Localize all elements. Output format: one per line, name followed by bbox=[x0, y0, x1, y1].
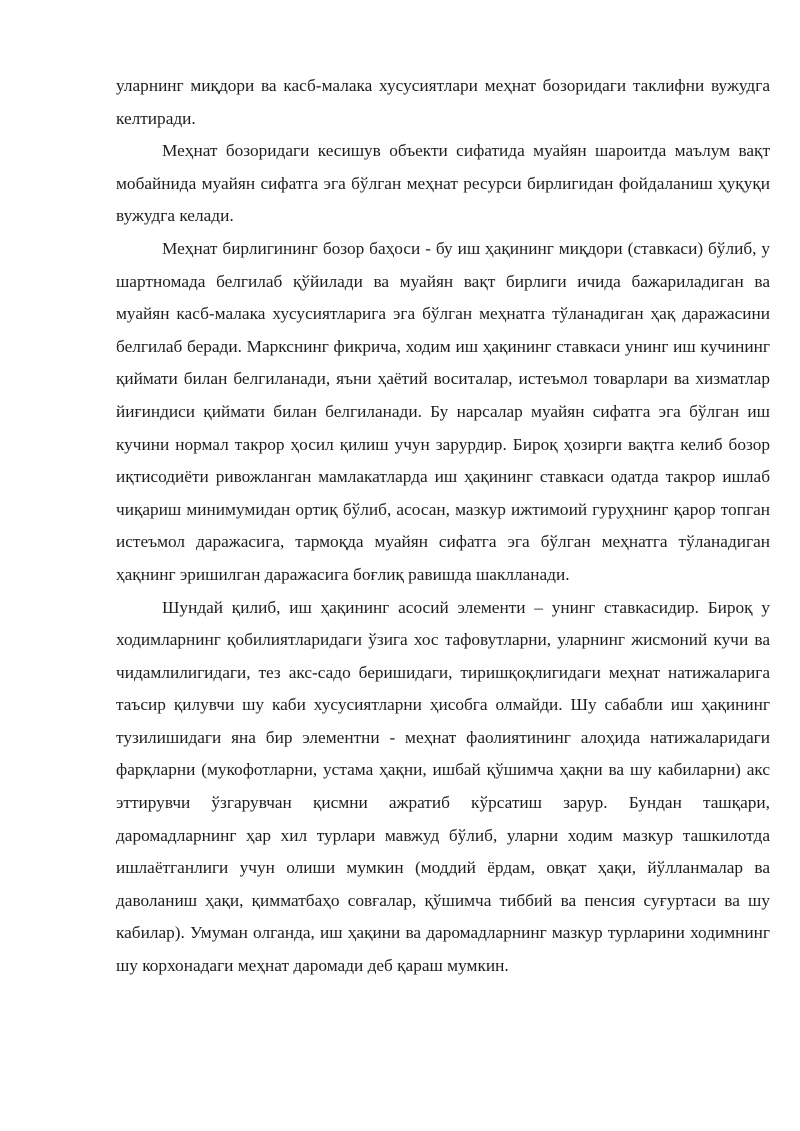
paragraph-continuation: уларнинг миқдори ва касб-малака хусусиятлари меҳнат бозоридаги таклифни вужудга келтиради. bbox=[116, 76, 770, 128]
paragraph: Меҳнат бирлигининг бозор баҳоси - бу иш ҳақининг миқдори (ставкаси) бўлиб, у шартномада белгилаб қўйилади ва муайян вақт бирлиги ичида бажариладиган ва муайян касб-малака хусусиятларига эга бўлган меҳнатга тўланадиган ҳақ даражасини белгилаб беради. Маркснинг фикрича, ходим иш ҳақининг ставкаси унинг иш кучининг қиймати билан белгиланади, яъни ҳаётий воситалар, истеъмол товарлари ва хизматлар йиғиндиси қиймати билан белгиланади. Бу нарсалар муайян сифатга эга бўлган иш кучини нормал такрор ҳосил қилиш учун зарурдир. Бироқ ҳозирги вақтга келиб бозор иқтисодиёти ривожланган мамлакатларда иш ҳақининг ставкаси одатда такрор ишлаб чиқариш минимумидан ортиқ бўлиб, асосан, мазкур ижтимоий гуруҳнинг қарор топган истеъмол даражасига, тармоқда муайян сифатга эга бўлган меҳнатга тўланадиган ҳақнинг эришилган даражасига боғлиқ равишда шаклланади. bbox=[116, 238, 770, 584]
paragraph: Меҳнат бозоридаги кесишув объекти сифатида муайян шароитда маълум вақт мобайнида муайян сифатга эга бўлган меҳнат ресурси бирлигидан фойдаланиш ҳуқуқи вужудга келади. bbox=[116, 141, 770, 226]
body-text bbox=[116, 70, 770, 983]
paragraph: Шундай қилиб, иш ҳақининг асосий элементи – унинг ставкасидир. Бироқ у ходимларнинг қобилиятларидаги ўзига хос тафовутларни, уларнинг жисмоний кучи ва чидамлилигидаги, тез акс-садо беришидаги, тиришқоқлигидаги меҳнат натижаларига таъсир қилувчи шу каби хусусиятларни ҳисобга олмайди. Шу сабабли иш ҳақининг тузилишидаги яна бир элементни - меҳнат фаолиятининг алоҳида натижаларидаги фарқларни (мукофотларни, устама ҳақни, ишбай қўшимча ҳақни ва шу кабиларни) акс эттирувчи ўзгарувчан қисмни ажратиб кўрсатиш зарур. Бундан ташқари, даромадларнинг ҳар хил турлари мавжуд бўлиб, уларни ходим мазкур ташкилотда ишлаётганлиги учун олиши мумкин (моддий ёрдам, овқат ҳақи, йўлланмалар ва даволаниш ҳақи, қимматбаҳо совғалар, қўшимча тиббий ва пенсия суғуртаси ва шу кабилар). Умуман олганда, иш ҳақини ва даромадларнинг мазкур турларини ходимнинг шу корхонадаги меҳнат даромади деб қараш мумкин. bbox=[116, 597, 770, 976]
